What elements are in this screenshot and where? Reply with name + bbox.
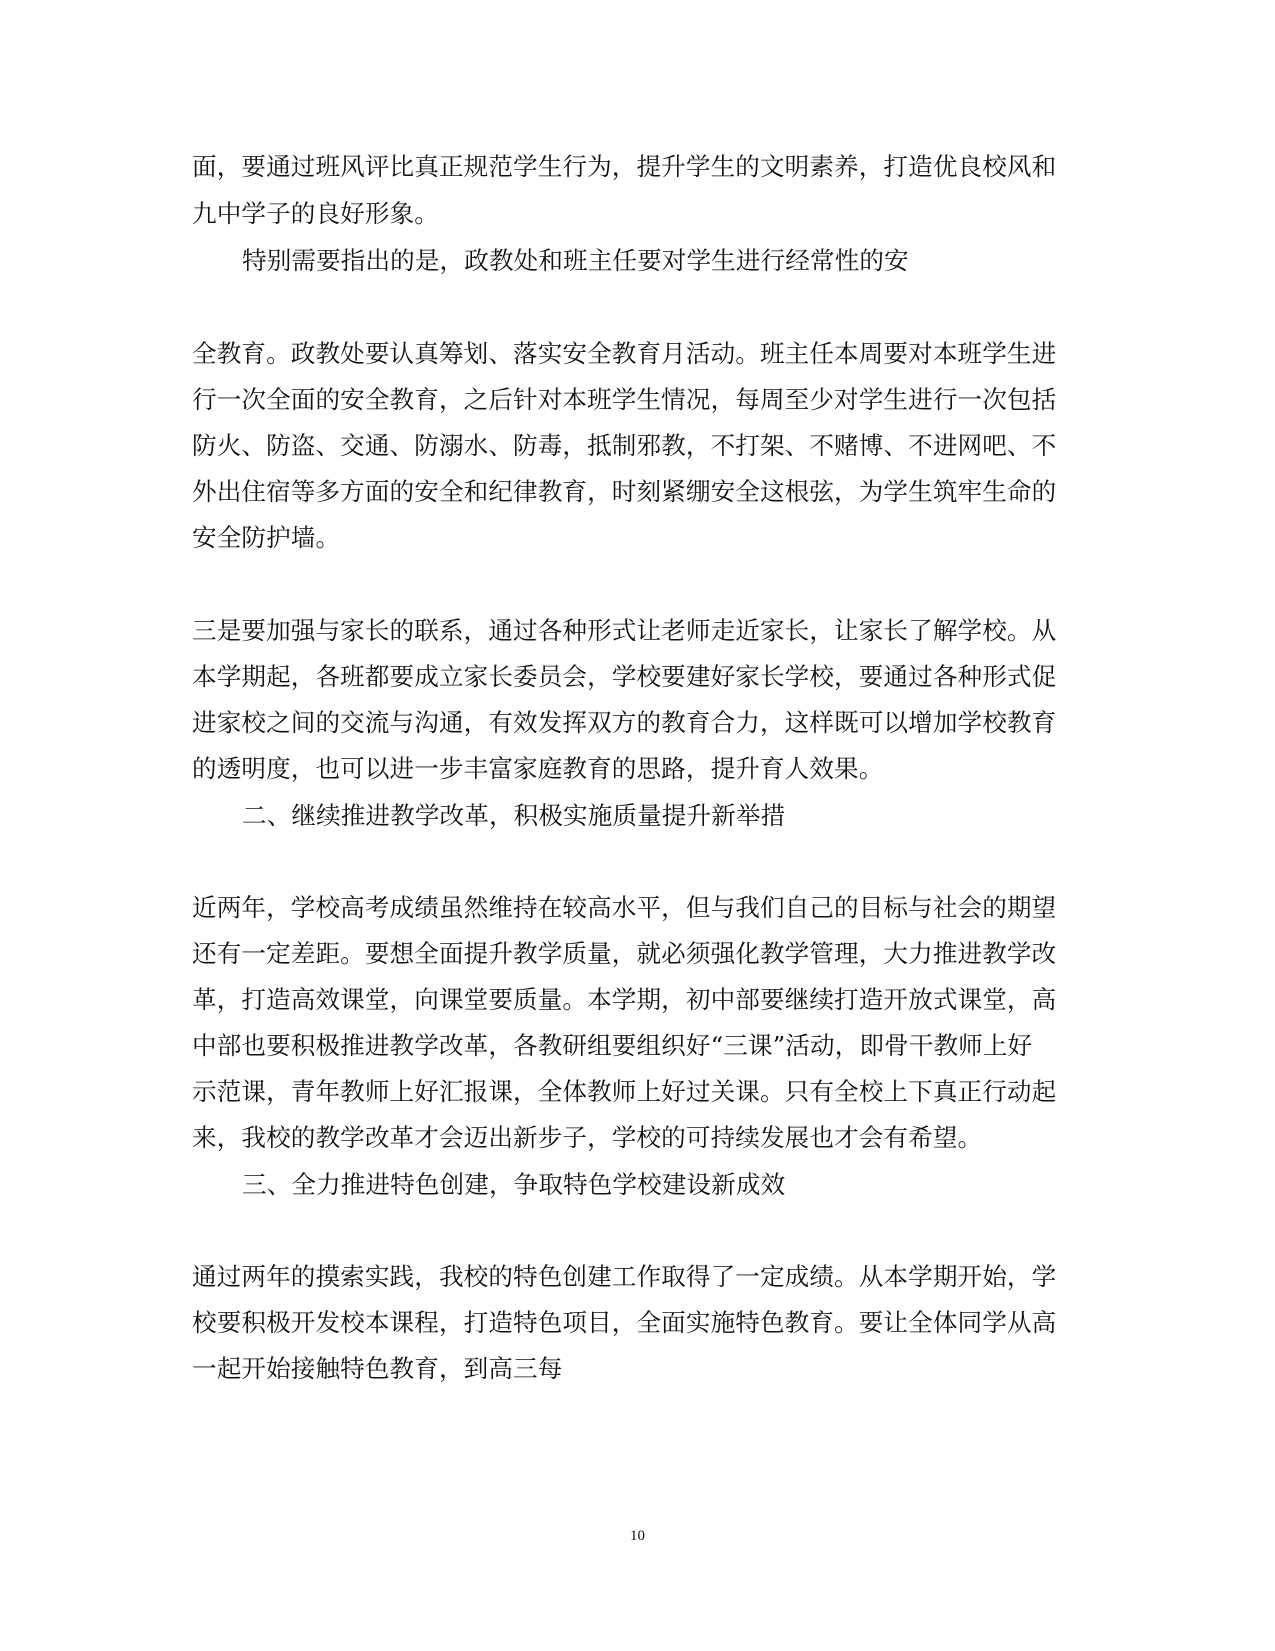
text-line: 通过两年的摸索实践，我校的特色创建工作取得了一定成绩。从本学期开始，学 bbox=[192, 1262, 1057, 1291]
section-heading: 三、全力推进特色创建，争取特色学校建设新成效 bbox=[242, 1170, 786, 1199]
text-line: 近两年，学校高考成绩虽然维持在较高水平，但与我们自己的目标与社会的期望 bbox=[192, 893, 1057, 922]
text-line: 安全防护墙。 bbox=[192, 523, 341, 552]
text-line: 全教育。政教处要认真筹划、落实安全教育月活动。班主任本周要对本班学生进 bbox=[192, 339, 1057, 368]
text-line: 还有一定差距。要想全面提升教学质量，就必须强化教学管理，大力推进教学改 bbox=[192, 939, 1057, 968]
text-line: 行一次全面的安全教育，之后针对本班学生情况，每周至少对学生进行一次包括 bbox=[192, 385, 1057, 414]
text-line: 的透明度，也可以进一步丰富家庭教育的思路，提升育人效果。 bbox=[192, 754, 884, 783]
text-line: 中部也要积极推进教学改革，各教研组要组织好“三课”活动，即骨干教师上好 bbox=[192, 1031, 1033, 1060]
text-line: 校要积极开发校本课程，打造特色项目，全面实施特色教育。要让全体同学从高 bbox=[192, 1308, 1057, 1337]
text-line: 来，我校的教学改革才会迈出新步子，学校的可持续发展也才会有希望。 bbox=[192, 1123, 983, 1152]
text-line: 面，要通过班风评比真正规范学生行为，提升学生的文明素养，打造优良校风和 bbox=[192, 152, 1057, 181]
text-line: 革，打造高效课堂，向课堂要质量。本学期，初中部要继续打造开放式课堂，高 bbox=[192, 985, 1057, 1014]
text-line: 示范课，青年教师上好汇报课，全体教师上好过关课。只有全校上下真正行动起 bbox=[192, 1077, 1057, 1106]
text-line: 一起开始接触特色教育，到高三每 bbox=[192, 1354, 563, 1383]
section-heading: 二、继续推进教学改革，积极实施质量提升新举措 bbox=[242, 801, 786, 830]
text-line: 外出住宿等多方面的安全和纪律教育，时刻紧绷安全这根弦，为学生筑牢生命的 bbox=[192, 477, 1057, 506]
text-line: 本学期起，各班都要成立家长委员会，学校要建好家长学校，要通过各种形式促 bbox=[192, 662, 1057, 691]
text-line: 进家校之间的交流与沟通，有效发挥双方的教育合力，这样既可以增加学校教育 bbox=[192, 708, 1057, 737]
text-line: 防火、防盗、交通、防溺水、防毒，抵制邪教，不打架、不赌博、不进网吧、不 bbox=[192, 431, 1057, 460]
text-line: 三是要加强与家长的联系，通过各种形式让老师走近家长，让家长了解学校。从 bbox=[192, 616, 1057, 645]
text-line: 特别需要指出的是，政教处和班主任要对学生进行经常性的安 bbox=[242, 246, 909, 275]
text-line: 九中学子的良好形象。 bbox=[192, 199, 439, 228]
page-number: 10 bbox=[630, 1528, 645, 1544]
